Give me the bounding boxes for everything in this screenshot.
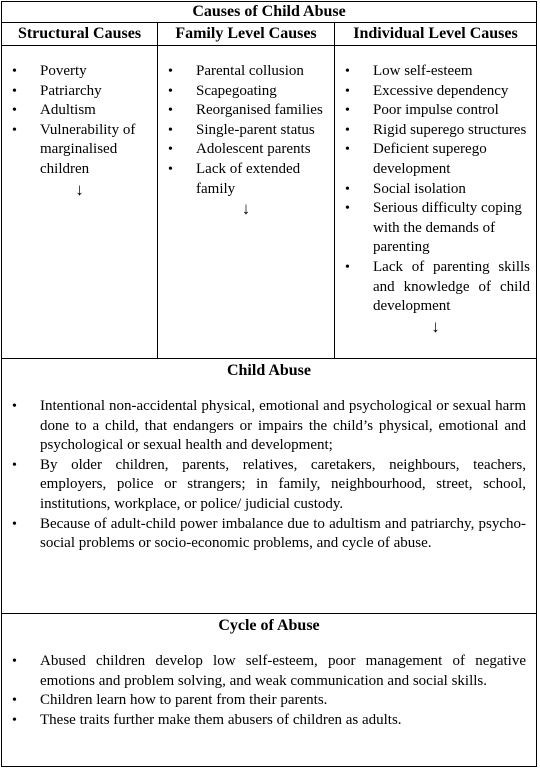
bullet-icon: • <box>345 142 350 158</box>
cause-list <box>335 62 536 317</box>
bullet-icon: • <box>12 457 17 473</box>
list-item: • Abused children develop low self-esteem, poor management of negative emotions and problem solving, and weak communication and social skills. <box>12 653 526 689</box>
bullet-icon: • <box>168 122 173 138</box>
column-family-level-causes <box>158 23 335 358</box>
column-heading: Family Level Causes <box>158 23 334 46</box>
bullet-icon: • <box>12 654 17 669</box>
bullet-icon: • <box>12 693 17 709</box>
cycle-list <box>2 652 536 730</box>
column-heading: Individual Level Causes <box>335 23 536 46</box>
list-item: • Parental collusion <box>158 62 334 82</box>
list-item: • Low self-esteem <box>335 62 536 82</box>
list-item: • Poverty <box>2 62 157 82</box>
list-item: • These traits further make them abusers of children as adults. <box>2 711 536 731</box>
list-item: • Adultism <box>2 101 157 121</box>
list-item: • By older children, parents, relatives, caretakers, neighbours, teachers, employers, police or strangers; in family, neighbourhood, street, school, institutions, workplace, or police/ judicial custody. <box>12 456 526 512</box>
bullet-icon: • <box>12 122 17 138</box>
list-item: • Intentional non-accidental physical, emotional and psychological or sexual harm done to a child, that endangers or impairs the child’s physical, emotional and psychological or sexual health and development; <box>12 398 526 454</box>
list-item: • Poor impulse control <box>335 101 536 121</box>
bullet-icon: • <box>12 83 17 99</box>
bullet-icon: • <box>168 64 173 79</box>
down-arrow-icon: ↓ <box>431 316 440 336</box>
down-arrow-icon: ↓ <box>75 179 84 199</box>
list-item: • Adolescent parents <box>158 140 334 160</box>
list-item: • Because of adult-child power imbalance due to adultism and patriarchy, psycho-social problems or socio-economic problems, and cycle of abuse. <box>12 515 526 552</box>
bullet-icon: • <box>345 64 350 79</box>
bullet-icon: • <box>168 142 173 158</box>
causes-table <box>1 1 537 767</box>
cycle-of-abuse-section <box>2 613 536 766</box>
list-item: • Lack of parenting skills and knowledge of child development <box>345 258 530 315</box>
bullet-icon: • <box>168 103 173 119</box>
section-heading: Child Abuse <box>226 362 312 379</box>
bullet-icon: • <box>345 201 350 217</box>
list-item: • Patriarchy <box>2 82 157 102</box>
list-item: • Scapegoating <box>158 82 334 102</box>
bullet-icon: • <box>345 259 350 275</box>
bullet-icon: • <box>12 399 17 414</box>
list-item: • Children learn how to parent from their parents. <box>2 691 536 711</box>
list-item: • Reorganised families <box>158 101 334 121</box>
bullet-icon: • <box>345 122 350 138</box>
column-structural-causes <box>2 23 158 358</box>
definition-list <box>2 397 536 554</box>
column-heading: Structural Causes <box>2 23 157 46</box>
list-item: • Serious difficulty coping with the demands of parenting <box>345 200 522 256</box>
table-title: Causes of Child Abuse <box>2 2 536 23</box>
bullet-icon: • <box>12 712 17 728</box>
column-individual-level-causes <box>335 23 536 358</box>
bullet-icon: • <box>345 83 350 99</box>
bullet-icon: • <box>12 103 17 119</box>
cause-list <box>158 62 334 199</box>
bullet-icon: • <box>12 516 17 532</box>
bullet-icon: • <box>345 103 350 119</box>
list-item: • Vulnerability of marginalised children <box>12 121 136 177</box>
section-heading: Cycle of Abuse <box>218 617 320 634</box>
list-item: • Rigid superego structures <box>335 121 536 141</box>
list-item: • Deficient superego development <box>345 141 487 177</box>
list-item: • Single-parent status <box>158 121 334 141</box>
child-abuse-section <box>2 358 536 613</box>
bullet-icon: • <box>345 181 350 197</box>
list-item: • Social isolation <box>335 180 536 200</box>
cause-list <box>2 62 157 180</box>
bullet-icon: • <box>168 161 173 177</box>
down-arrow-icon: ↓ <box>241 199 251 219</box>
list-item: • Excessive dependency <box>335 82 536 102</box>
list-item: • Lack of extended family <box>168 160 301 197</box>
bullet-icon: • <box>12 64 17 79</box>
bullet-icon: • <box>168 83 173 99</box>
